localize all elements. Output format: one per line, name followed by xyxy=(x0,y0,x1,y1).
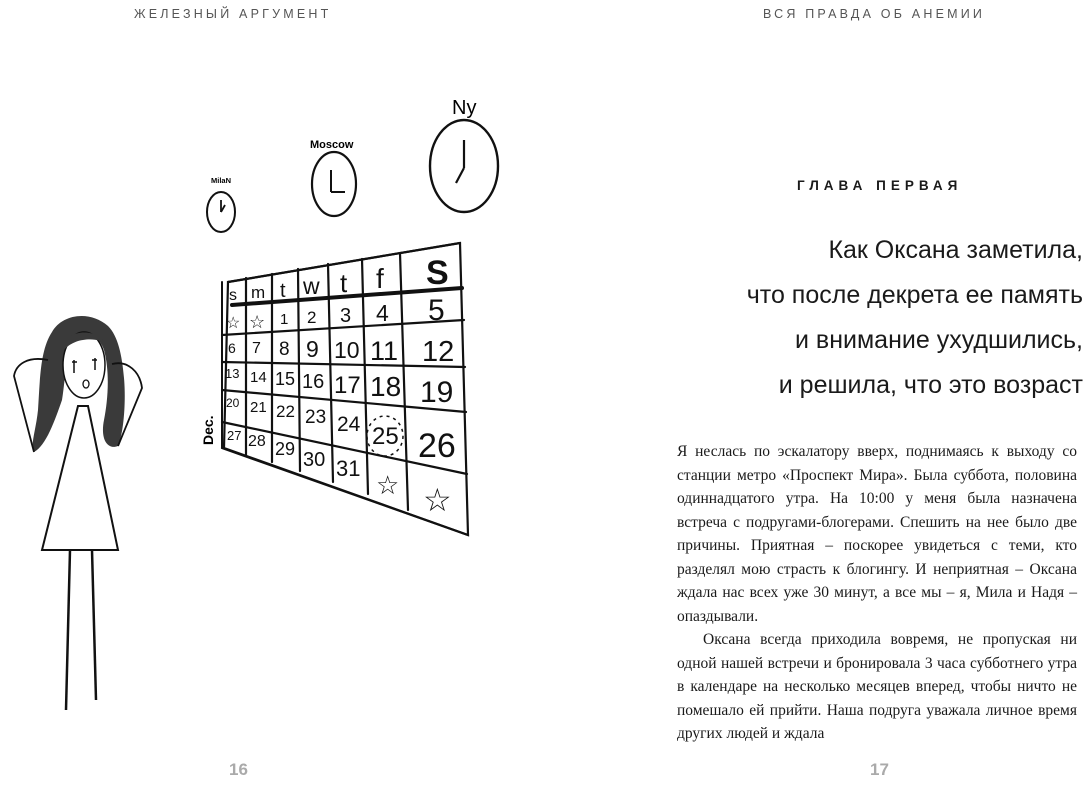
weekday-fri: f xyxy=(376,263,384,294)
calendar-day: 6 xyxy=(228,340,236,356)
clock-label-ny: Ny xyxy=(452,97,477,119)
calendar-day: 13 xyxy=(225,366,240,381)
chapter-title-line: и решила, что это возраст xyxy=(778,371,1083,399)
calendar-day: 30 xyxy=(303,449,326,471)
clock-milan xyxy=(207,176,235,232)
calendar-day: 20 xyxy=(226,396,240,410)
running-head-right: ВСЯ ПРАВДА ОБ АНЕМИИ xyxy=(763,7,986,21)
chapter-title-line: и внимание ухудшились, xyxy=(795,326,1083,354)
calendar-day: 28 xyxy=(248,433,266,450)
calendar-day: 10 xyxy=(334,337,360,363)
calendar-day: 11 xyxy=(370,336,399,366)
weekday-tue: t xyxy=(280,280,286,302)
clock-ny xyxy=(430,97,498,212)
chapter-title-line: Как Оксана заметила, xyxy=(828,236,1083,264)
body-text xyxy=(677,440,1077,746)
running-head-left: ЖЕЛЕЗНЫЙ АРГУМЕНТ xyxy=(134,7,332,21)
weekday-sat: S xyxy=(426,254,449,292)
calendar-day: 19 xyxy=(420,376,454,409)
calendar-day: 22 xyxy=(276,402,295,421)
calendar-day: 21 xyxy=(250,399,267,416)
page-number-right: 17 xyxy=(870,760,889,779)
chapter-title xyxy=(663,228,1083,408)
calendar-day: 4 xyxy=(376,300,389,326)
weekday-mon: m xyxy=(251,283,266,302)
weekday-sun: s xyxy=(229,287,237,304)
calendar-day: 16 xyxy=(302,371,325,393)
paragraph: Оксана всегда приходила вовремя, не пропуская ни одной нашей встречи и бронировала 3 часа субботнего утра в календаре на несколько месяцев вперед, чтобы ничто не помешало ей прийти. Наша подруга уважала личное время других людей и ждала xyxy=(677,631,1077,742)
calendar-day: 27 xyxy=(227,428,242,443)
calendar-day: 26 xyxy=(418,427,456,465)
weekday-thu: t xyxy=(340,268,348,298)
calendar-day: 23 xyxy=(305,407,327,428)
clock-label-milan: MilaN xyxy=(211,176,232,185)
chapter-label: ГЛАВА ПЕРВАЯ xyxy=(797,178,963,193)
calendar-day: 7 xyxy=(252,340,261,357)
right-page xyxy=(543,0,1085,788)
clock-label-moscow: Moscow xyxy=(310,139,354,151)
weekday-wed: w xyxy=(303,273,320,299)
calendar-day: 3 xyxy=(340,305,352,327)
calendar-month-label: Dec. xyxy=(200,415,216,445)
calendar-day: 17 xyxy=(334,372,361,399)
calendar-day: 9 xyxy=(306,336,319,362)
calendar-day: 15 xyxy=(275,369,296,389)
calendar-day: ☆ xyxy=(249,312,266,332)
calendar-day: 5 xyxy=(428,294,445,327)
clock-moscow xyxy=(310,139,356,216)
calendar-day: 29 xyxy=(275,439,296,459)
calendar-day: 1 xyxy=(280,311,289,328)
calendar-day: 18 xyxy=(370,371,402,402)
calendar-day: 25 xyxy=(372,423,399,450)
calendar-day: 2 xyxy=(307,308,317,327)
page-number-left: 16 xyxy=(229,760,248,779)
calendar-day: 24 xyxy=(337,413,361,436)
chapter-title-line: что после декрета ее память xyxy=(746,281,1083,309)
left-page xyxy=(0,0,542,788)
calendar-day: ☆ xyxy=(376,470,400,500)
calendar-day: 12 xyxy=(422,336,455,368)
calendar-day: 8 xyxy=(279,339,290,360)
calendar-day: ☆ xyxy=(423,482,452,518)
calendar-day: 31 xyxy=(336,456,361,481)
illustration xyxy=(0,80,542,720)
calendar-day: 14 xyxy=(250,369,267,386)
girl-figure xyxy=(14,316,142,710)
paragraph: Я неслась по эскалатору вверх, поднимаясь к выходу со станции метро «Проспект Мира». Была суббота, половина одиннадцатого утра. На 10:00 у меня была назначена встреча с подругами-блогерами. Спешить на нее было две причины. Приятная – поскорее увидеться с теми, кто разделял мою страсть к блогингу. И неприятная – Оксана ждала нас всех уже 30 минут, а все мы – я, Мила и Надя – опаздывали. xyxy=(677,443,1077,625)
calendar-day: ☆ xyxy=(226,315,241,332)
